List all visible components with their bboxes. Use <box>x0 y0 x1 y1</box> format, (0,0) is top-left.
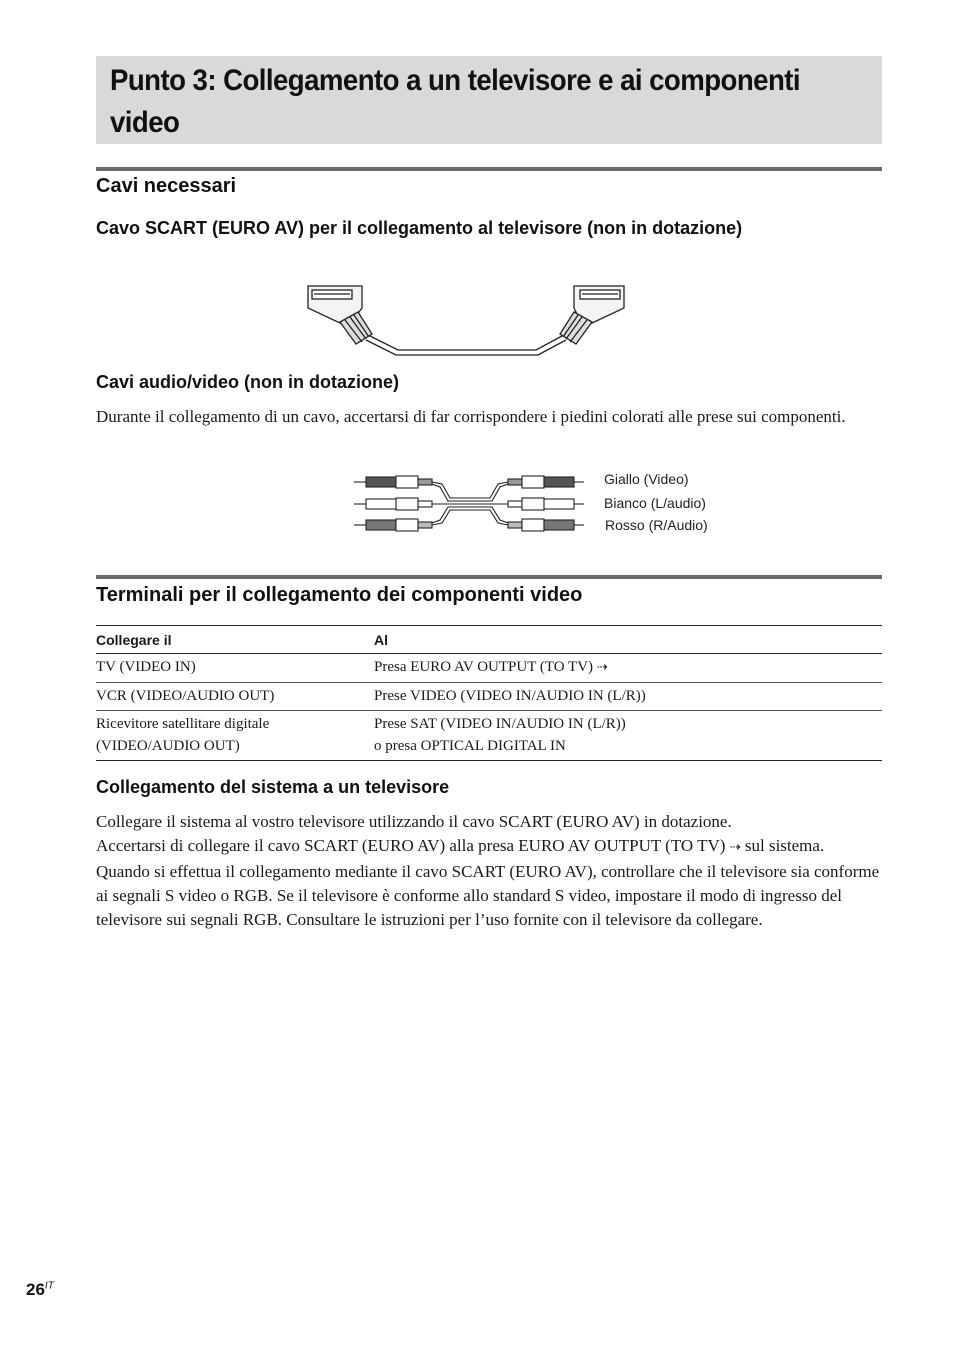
section-heading-cables: Cavi necessari <box>96 175 237 197</box>
connection-table <box>96 625 882 761</box>
page-title: Punto 3: Collegamento a un televisore e ai componenti video <box>110 64 801 139</box>
tv-output-icon: ⇢ <box>729 840 741 855</box>
table-cell: VCR (VIDEO/AUDIO OUT) <box>96 683 374 711</box>
paragraph-text: Accertarsi di collegare il cavo SCART (EURO AV) alla presa EURO AV OUTPUT (TO TV) <box>96 836 726 855</box>
table-cell: TV (VIDEO IN) <box>96 654 374 683</box>
paragraph <box>96 834 882 860</box>
section-divider <box>96 575 882 579</box>
tv-connection-heading: Collegamento del sistema a un televisore <box>96 777 450 797</box>
table-cell: Ricevitore satellitare digitale (VIDEO/AUDIO OUT) <box>96 711 374 761</box>
page-title-banner <box>96 56 882 144</box>
tv-output-icon: ⇢ <box>596 660 608 675</box>
table-cell-text: Prese SAT (VIDEO IN/AUDIO IN (L/R)) <box>374 716 626 732</box>
column-header: Collegare il <box>96 626 374 654</box>
table-row <box>96 654 882 683</box>
section-divider <box>96 167 882 171</box>
page-number-value: 26 <box>26 1280 45 1299</box>
table-row <box>96 711 882 761</box>
table-row <box>96 683 882 711</box>
table-cell <box>374 654 882 683</box>
paragraph-text: sul sistema. <box>744 836 825 855</box>
page-language-suffix: IT <box>44 1280 54 1292</box>
av-cable-heading: Cavi audio/video (non in dotazione) <box>96 372 400 392</box>
table-header-row <box>96 626 882 654</box>
scart-cable-heading: Cavo SCART (EURO AV) per il collegamento al televisore (non in dotazione) <box>96 218 743 238</box>
av-cable-text: Durante il collegamento di un cavo, accertarsi di far corrispondere i piedini colorati alle prese sui componenti. <box>96 407 846 426</box>
scart-cable-illustration <box>300 282 632 360</box>
av-cable-illustration <box>350 470 590 536</box>
section-heading-terminals: Terminali per il collegamento dei componenti video <box>96 584 583 606</box>
table-cell-text: Presa EURO AV OUTPUT (TO TV) <box>374 659 594 675</box>
table-cell: Prese VIDEO (VIDEO IN/AUDIO IN (L/R)) <box>374 683 882 711</box>
paragraph: Collegare il sistema al vostro televisore utilizzando il cavo SCART (EURO AV) in dotazione. <box>96 812 732 831</box>
tv-connection-text <box>96 810 882 932</box>
page-number <box>26 1280 54 1300</box>
paragraph: Quando si effettua il collegamento mediante il cavo SCART (EURO AV), controllare che il televisore sia conforme ai segnali S video o RGB. Se il televisore è conforme allo standard S video, impostare il modo di ingresso del televisore sui segnali RGB. Consultare le istruzioni per l’uso fornite con il televisore da collegare. <box>96 862 880 929</box>
table-cell <box>374 711 882 761</box>
plug-label-white: Bianco (L/audio) <box>604 495 706 511</box>
plug-label-red: Rosso (R/Audio) <box>605 517 708 533</box>
table-cell-text: o presa OPTICAL DIGITAL IN <box>374 738 566 754</box>
column-header: Al <box>374 626 882 654</box>
plug-label-yellow: Giallo (Video) <box>604 471 689 487</box>
